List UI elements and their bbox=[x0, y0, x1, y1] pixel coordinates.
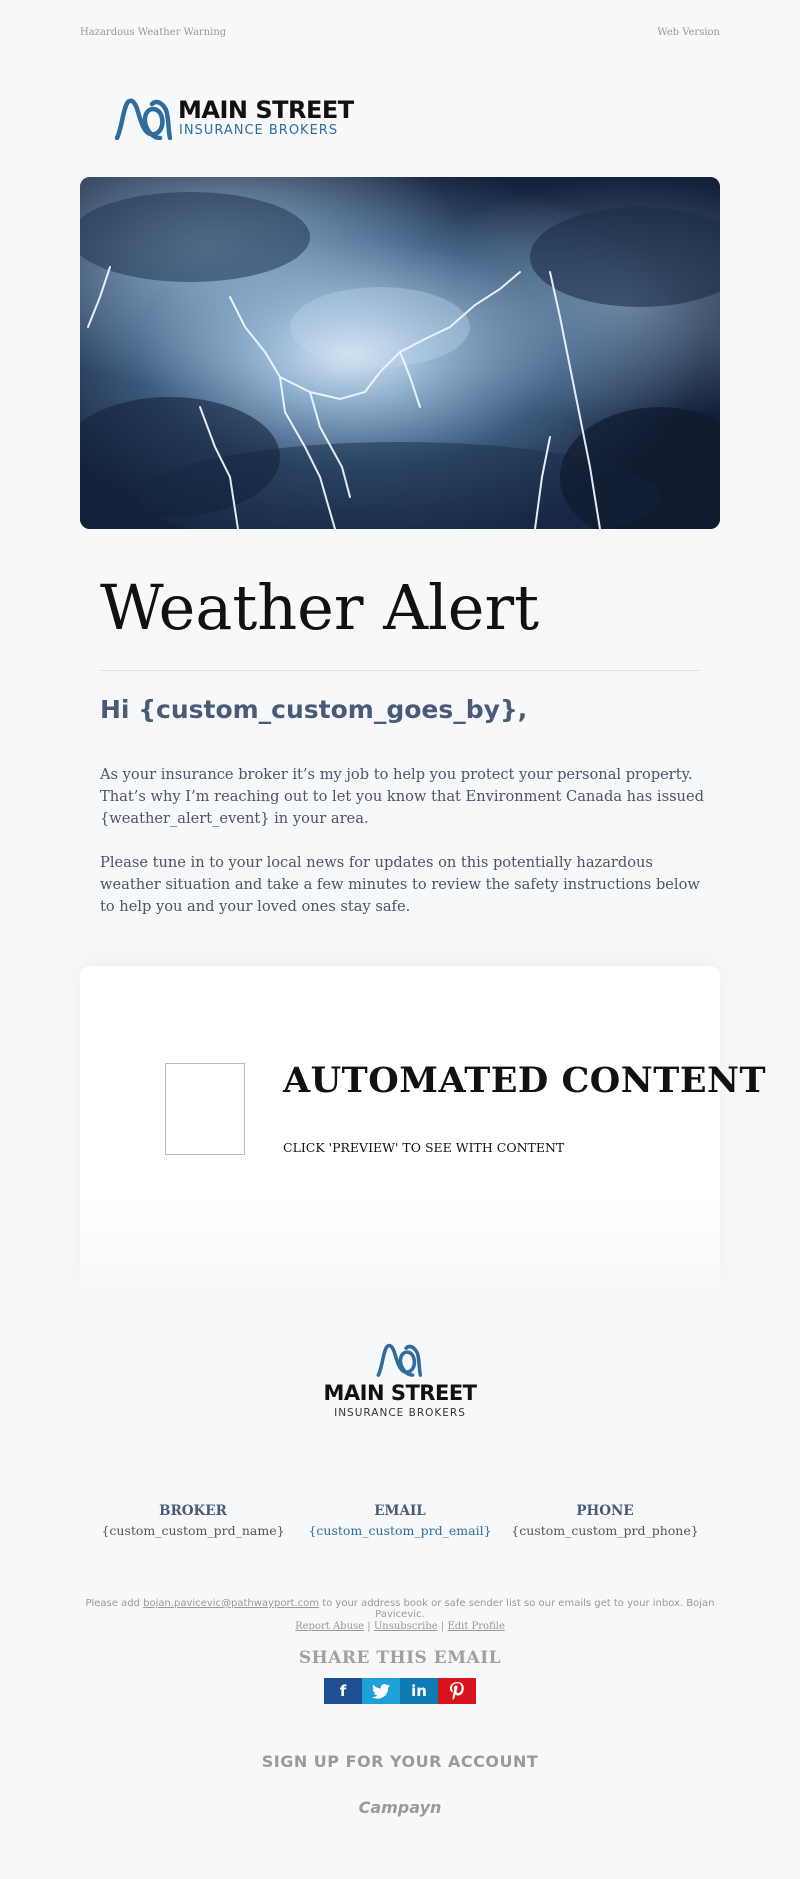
campayn-logo[interactable]: Campayn bbox=[358, 1798, 442, 1817]
twitter-icon bbox=[372, 1684, 390, 1699]
automated-content-image-placeholder bbox=[165, 1063, 245, 1155]
fine-prefix: Please add bbox=[85, 1598, 144, 1609]
email-label: EMAIL bbox=[374, 1503, 426, 1519]
edit-profile-link[interactable]: Edit Profile bbox=[447, 1621, 505, 1632]
footer-links bbox=[80, 1621, 720, 1633]
automated-content-title: AUTOMATED CONTENT bbox=[283, 1060, 767, 1101]
footer-brand-sub: INSURANCE BROKERS bbox=[334, 1407, 466, 1419]
share-heading: SHARE THIS EMAIL bbox=[298, 1648, 502, 1668]
pinterest-share-button[interactable] bbox=[438, 1678, 476, 1704]
facebook-share-button[interactable] bbox=[324, 1678, 362, 1704]
automated-content-subtitle: CLICK 'PREVIEW' TO SEE WITH CONTENT bbox=[283, 1140, 565, 1155]
footer-brand-name: MAIN STREET bbox=[323, 1381, 477, 1405]
fine-suffix: to your address book or safe sender list so our emails get to your inbox. Bojan Pavicevic. bbox=[319, 1598, 715, 1620]
linkedin-share-button[interactable] bbox=[400, 1678, 438, 1704]
intro-paragraph: As your insurance broker it’s my job to help you protect your personal property. That’s why I’m reaching out to let you know that Environment Canada has issued {weather_alert_event} in your area. bbox=[100, 766, 704, 827]
signup-link[interactable]: SIGN UP FOR YOUR ACCOUNT bbox=[261, 1752, 539, 1771]
preheader-text: Hazardous Weather Warning bbox=[80, 27, 227, 38]
unsubscribe-link[interactable]: Unsubscribe bbox=[373, 1621, 438, 1632]
ms-logo-icon bbox=[376, 1343, 422, 1377]
linkedin-icon: in bbox=[411, 1682, 427, 1700]
contact-phone bbox=[505, 1502, 705, 1540]
pinterest-icon bbox=[450, 1682, 464, 1700]
social-share-bar bbox=[324, 1678, 476, 1704]
twitter-share-button[interactable] bbox=[362, 1678, 400, 1704]
broker-label: BROKER bbox=[159, 1503, 227, 1519]
header-brand-sub: INSURANCE BROKERS bbox=[179, 123, 339, 138]
greeting-heading: Hi {custom_custom_goes_by}, bbox=[100, 695, 528, 724]
email-link[interactable]: {custom_custom_prd_email} bbox=[308, 1523, 492, 1538]
footer-logo[interactable] bbox=[320, 1343, 480, 1423]
header-logo[interactable] bbox=[114, 96, 354, 142]
page-title: Weather Alert bbox=[100, 571, 540, 644]
preheader-bar bbox=[80, 27, 720, 43]
contact-broker bbox=[93, 1502, 293, 1540]
phone-label: PHONE bbox=[576, 1503, 634, 1519]
phone-value: {custom_custom_prd_phone} bbox=[511, 1523, 699, 1538]
report-abuse-link[interactable]: Report Abuse bbox=[295, 1621, 365, 1632]
ms-logo-icon bbox=[114, 98, 172, 140]
link-separator: | bbox=[367, 1621, 371, 1632]
broker-value: {custom_custom_prd_name} bbox=[101, 1523, 285, 1538]
facebook-icon: f bbox=[339, 1682, 347, 1700]
sender-email-link[interactable]: bojan.pavicevic@pathwayport.com bbox=[143, 1598, 320, 1609]
hero-storm-image bbox=[80, 177, 720, 529]
web-version-link[interactable]: Web Version bbox=[657, 27, 720, 38]
contact-email bbox=[300, 1502, 500, 1540]
storm-lightning-icon bbox=[80, 177, 720, 529]
safe-sender-notice bbox=[80, 1598, 720, 1620]
instruction-paragraph: Please tune in to your local news for updates on this potentially hazardous weather situation and take a few minutes to review the safety instructions below to help you and your loved ones stay safe. bbox=[100, 854, 700, 915]
link-separator: | bbox=[440, 1621, 445, 1632]
header-brand-name: MAIN STREET bbox=[178, 96, 354, 124]
divider bbox=[100, 670, 700, 671]
